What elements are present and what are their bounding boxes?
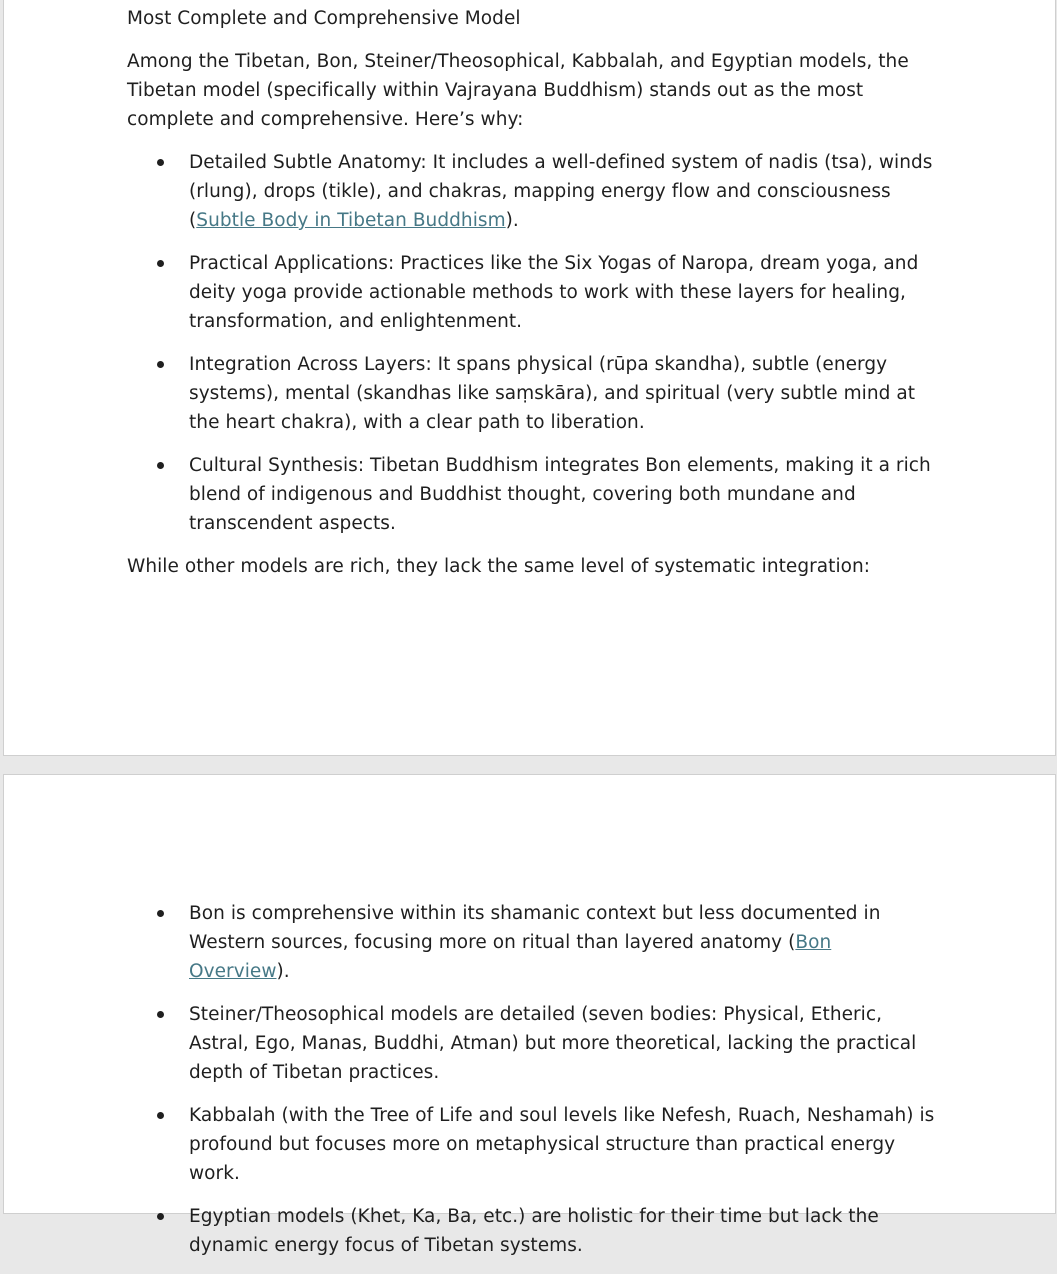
list-item-text: Kabbalah (with the Tree of Life and soul levels like Nefesh, Ruach, Neshamah) is profound but focuses more on metaphysical structure than practical energy work. — [189, 1105, 935, 1184]
list-item-text: Steiner/Theosophical models are detailed (seven bodies: Physical, Etheric, Astral, Ego, Manas, Buddhi, Atman) but more theoretical, lacking the practical depth of Tibetan practices. — [189, 1004, 917, 1083]
bullet-icon — [157, 260, 164, 267]
page-1-content — [127, 4, 937, 595]
list-item — [127, 249, 937, 336]
bullet-icon — [157, 1213, 164, 1220]
list-item — [127, 451, 937, 538]
list-item-text-end: ). — [276, 961, 290, 982]
list-item-text: Bon is comprehensive within its shamanic context but less documented in Western sources, focusing more on ritual than layered anatomy ( — [189, 903, 881, 953]
section-heading: Most Complete and Comprehensive Model — [127, 8, 521, 29]
list-item — [127, 1000, 937, 1087]
list-item — [127, 148, 937, 235]
list-item-text: Detailed Subtle Anatomy: It includes a well-defined system of nadis (tsa), winds (rlung), drops (tikle), and chakras, mapping energy flow and consciousness ( — [189, 152, 933, 231]
subtle-body-link[interactable]: Subtle Body in Tibetan Buddhism — [196, 210, 506, 231]
list-item — [127, 1101, 937, 1188]
list-item-text: Integration Across Layers: It spans physical (rūpa skandha), subtle (energy systems), mental (skandhas like saṃskāra), and spiritual (very subtle mind at the heart chakra), with a clear path to liberation. — [189, 354, 916, 433]
bullet-icon — [157, 462, 164, 469]
comparison-list — [127, 899, 937, 1260]
list-item — [127, 350, 937, 437]
list-item-text-end: ). — [505, 210, 519, 231]
list-item — [127, 1202, 937, 1260]
reasons-list — [127, 148, 937, 538]
list-item — [127, 899, 937, 986]
document-page-1 — [3, 0, 1056, 756]
bullet-icon — [157, 159, 164, 166]
bullet-icon — [157, 1011, 164, 1018]
page-2-content — [127, 899, 937, 1274]
bullet-icon — [157, 1112, 164, 1119]
document-page-2 — [3, 774, 1056, 1256]
list-item-text: Cultural Synthesis: Tibetan Buddhism integrates Bon elements, making it a rich blend of indigenous and Buddhist thought, covering both mundane and transcendent aspects. — [189, 455, 931, 534]
list-item-text: Egyptian models (Khet, Ka, Ba, etc.) are holistic for their time but lack the dynamic energy focus of Tibetan systems. — [189, 1206, 879, 1256]
bullet-icon — [157, 910, 164, 917]
intro-paragraph: Among the Tibetan, Bon, Steiner/Theosophical, Kabbalah, and Egyptian models, the Tibetan model (specifically within Vajrayana Buddhism) stands out as the most complete and comprehensive. Here’s why: — [127, 51, 909, 130]
closing-paragraph: While other models are rich, they lack the same level of systematic integration: — [127, 556, 871, 577]
bullet-icon — [157, 361, 164, 368]
bon-overview-link[interactable]: Bon Overview — [189, 932, 832, 982]
list-item-text: Practical Applications: Practices like the Six Yogas of Naropa, dream yoga, and deity yoga provide actionable methods to work with these layers for healing, transformation, and enlightenment. — [189, 253, 919, 332]
